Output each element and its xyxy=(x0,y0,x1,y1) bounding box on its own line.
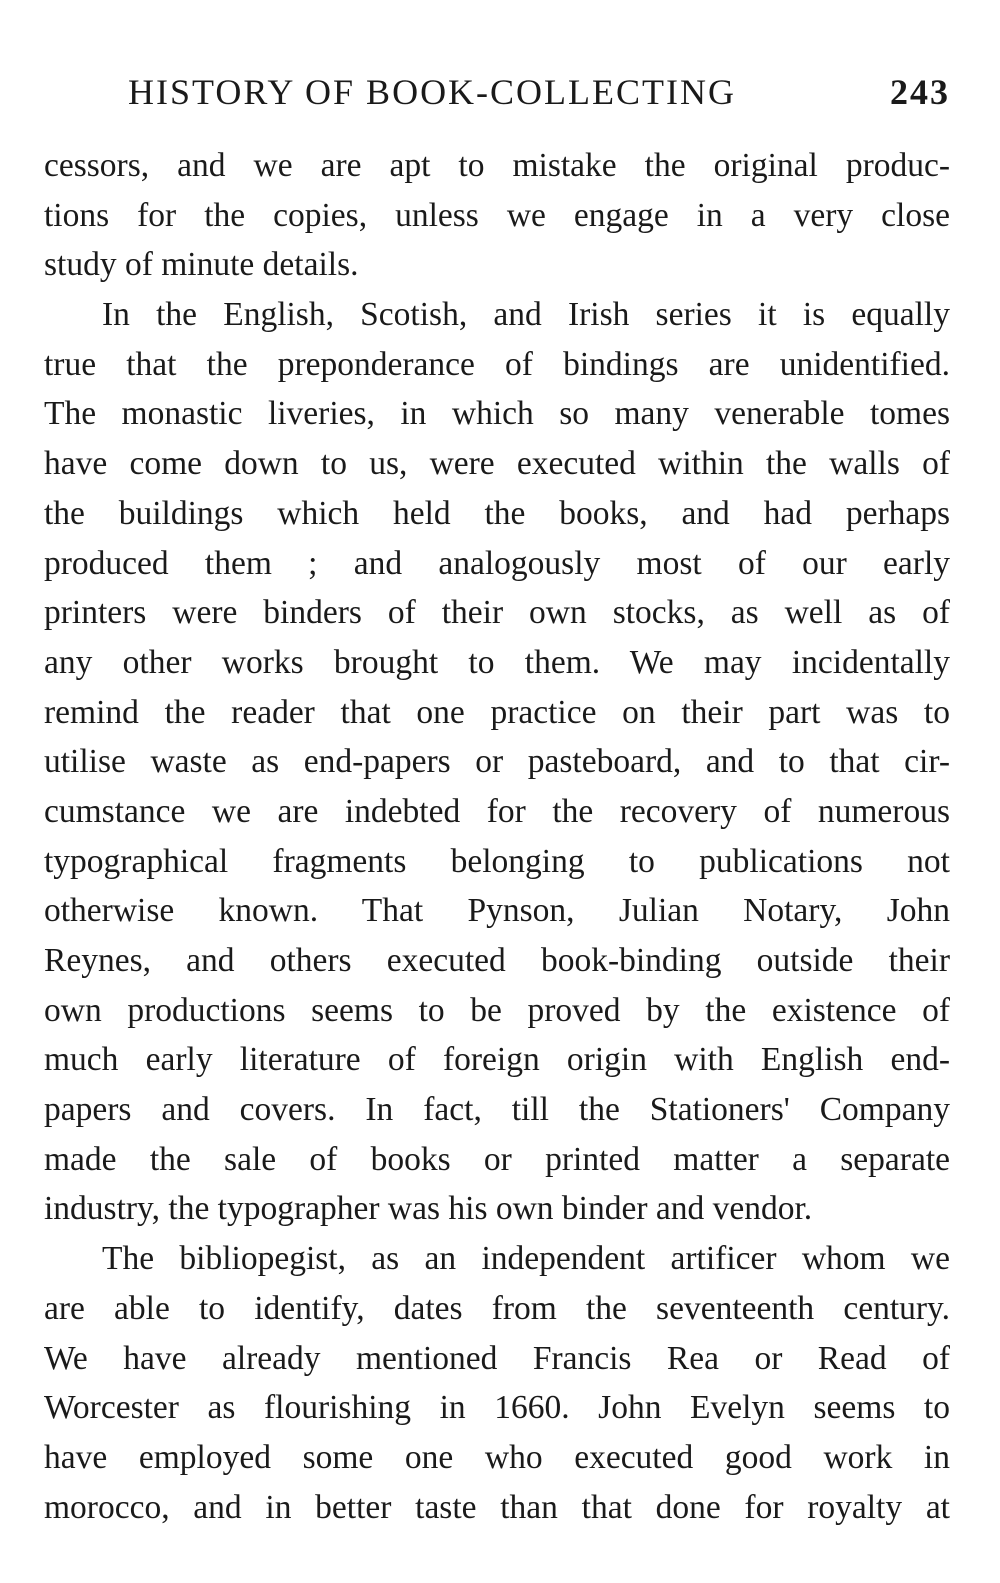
text-line: otherwise known. That Pynson, Julian Notary, John xyxy=(44,892,950,930)
body-text xyxy=(44,141,950,1532)
text-line: much early literature of foreign origin with English end- xyxy=(44,1041,950,1079)
text-line: The monastic liveries, in which so many venerable tomes xyxy=(44,395,950,433)
text-line: have employed some one who executed good work in xyxy=(44,1438,950,1476)
text-line: Reynes, and others executed book-binding outside their xyxy=(44,942,950,979)
text-line: utilise waste as end-papers or pasteboard, and to that cir- xyxy=(44,743,950,781)
text-line: remind the reader that one practice on their part was to xyxy=(44,693,950,731)
text-line: study of minute details. xyxy=(44,246,359,284)
text-line: true that the preponderance of bindings are unidentified. xyxy=(44,345,950,383)
text-line: are able to identify, dates from the seventeenth century. xyxy=(44,1289,950,1327)
paragraph-start-line: In the English, Scotish, and Irish series it is equally xyxy=(102,296,950,334)
text-line: cumstance we are indebted for the recovery of numerous xyxy=(44,792,950,830)
text-line: Worcester as flourishing in 1660. John Evelyn seems to xyxy=(44,1389,950,1427)
text-line: morocco, and in better taste than that done for royalty at xyxy=(44,1488,950,1526)
text-line: own productions seems to be proved by the existence of xyxy=(44,991,950,1029)
paragraph-start-line: The bibliopegist, as an independent artificer whom we xyxy=(102,1240,950,1278)
text-line: made the sale of books or printed matter a separate xyxy=(44,1140,950,1178)
text-line: have come down to us, were executed within the walls of xyxy=(44,445,950,483)
text-line: papers and covers. In fact, till the Stationers' Company xyxy=(44,1091,950,1129)
running-head-title: HISTORY OF BOOK-COLLECTING xyxy=(128,72,737,112)
text-line: tions for the copies, unless we engage in a very close xyxy=(44,196,950,234)
text-line: We have already mentioned Francis Rea or Read of xyxy=(44,1339,950,1377)
text-line: the buildings which held the books, and had perhaps xyxy=(44,494,950,532)
text-line: cessors, and we are apt to mistake the original produc- xyxy=(44,147,950,184)
text-line: typographical fragments belonging to publications not xyxy=(44,842,950,880)
text-line: produced them ; and analogously most of our early xyxy=(44,544,950,582)
text-line: industry, the typographer was his own binder and vendor. xyxy=(44,1190,813,1228)
running-head xyxy=(128,62,950,122)
text-line: printers were binders of their own stocks, as well as of xyxy=(44,594,950,632)
text-line: any other works brought to them. We may incidentally xyxy=(44,643,950,681)
page-number: 243 xyxy=(890,72,950,112)
